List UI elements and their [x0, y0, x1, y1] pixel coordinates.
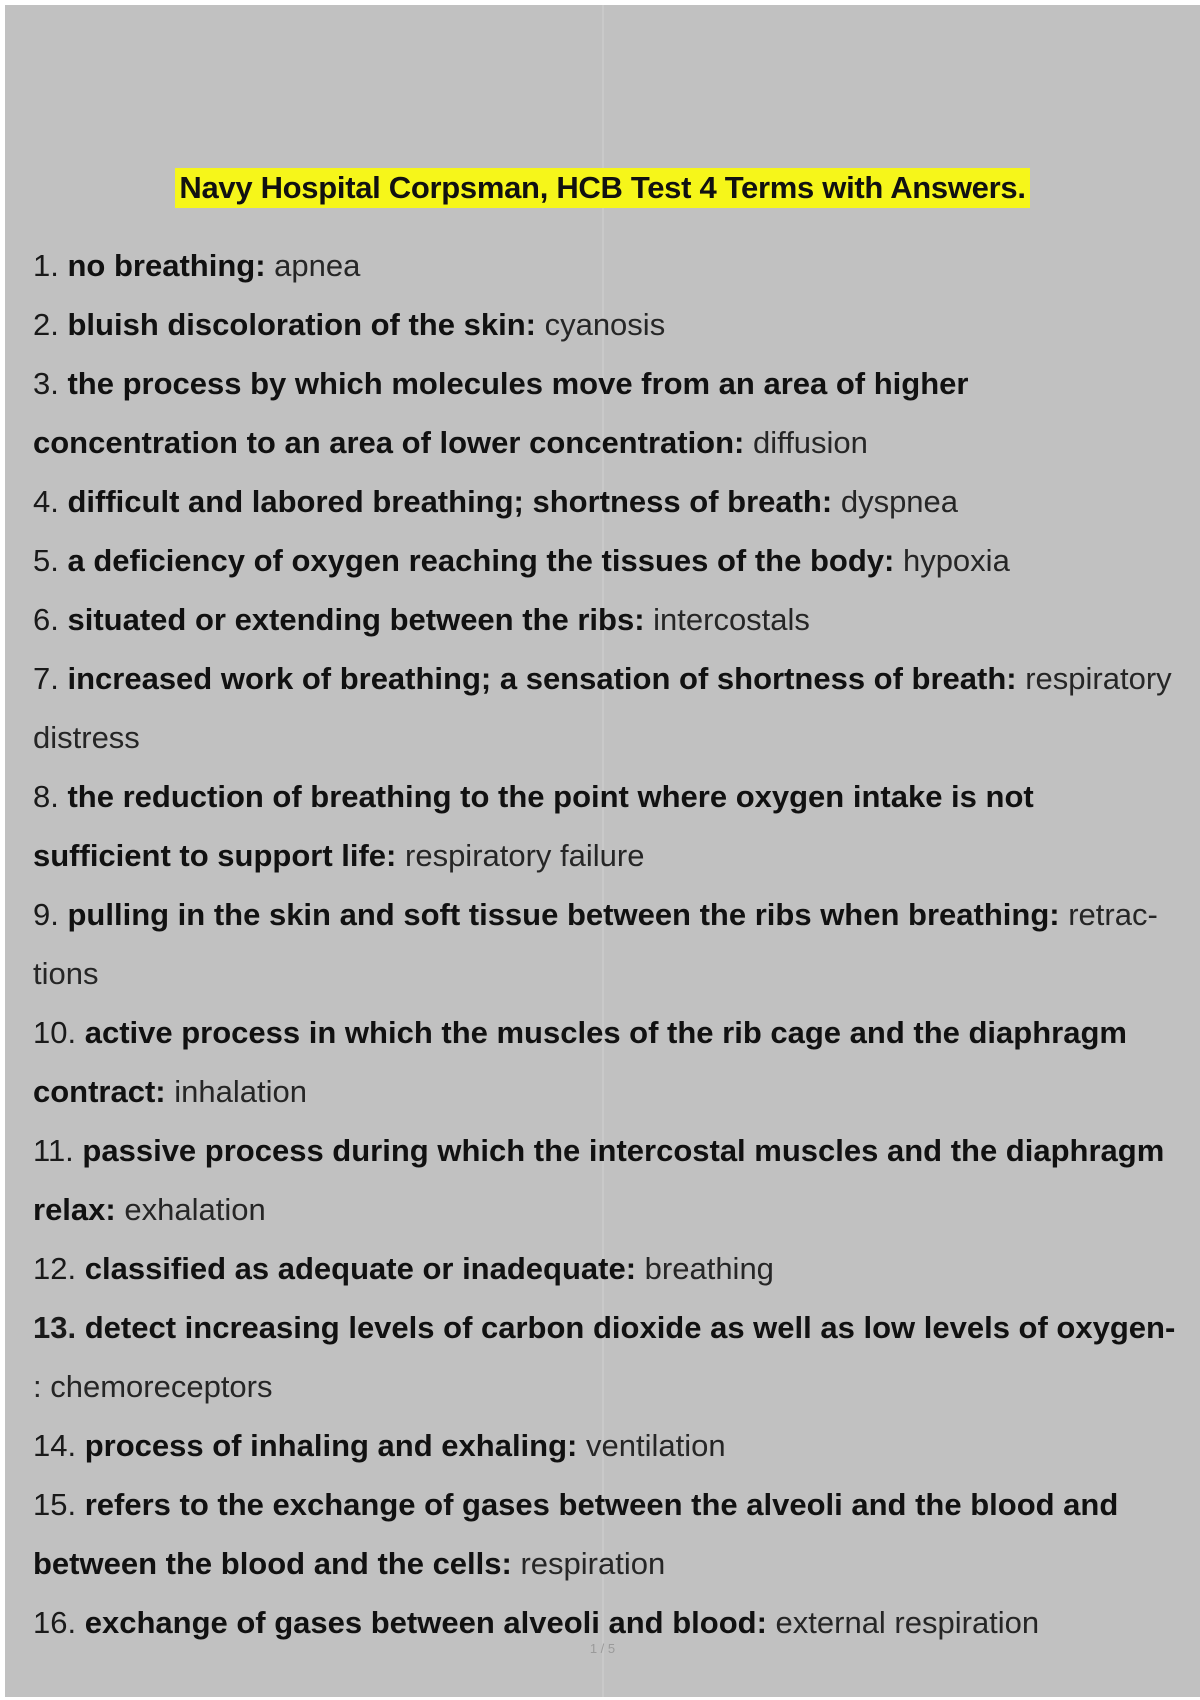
- term-item: [33, 236, 1178, 295]
- term-item: [33, 590, 1178, 649]
- term-answer: breathing: [644, 1251, 774, 1286]
- term-number: 9.: [33, 897, 59, 932]
- term-question: active process in which the muscles of the rib cage and the diaphragm contract:: [33, 1015, 1127, 1109]
- term-number: 10.: [33, 1015, 77, 1050]
- term-number: 5.: [33, 543, 59, 578]
- document-title: Navy Hospital Corpsman, HCB Test 4 Terms with Answers.: [175, 168, 1029, 208]
- terms-list: [33, 236, 1178, 1652]
- term-question: the process by which molecules move from an area of higher concentration to an area of lower concentration:: [33, 366, 969, 460]
- term-item: [33, 1416, 1178, 1475]
- term-number: 3.: [33, 366, 59, 401]
- term-number: 11.: [33, 1133, 74, 1168]
- term-question: bluish discoloration of the skin:: [67, 307, 536, 342]
- term-answer: retrac- tions: [33, 897, 1158, 991]
- term-question: process of inhaling and exhaling:: [84, 1428, 578, 1463]
- term-question: increased work of breathing; a sensation of shortness of breath:: [67, 661, 1017, 696]
- term-item: [33, 1475, 1178, 1593]
- term-number: 2.: [33, 307, 59, 342]
- term-answer: : chemoreceptors: [33, 1369, 273, 1404]
- term-question: detect increasing levels of carbon dioxide as well as low levels of oxygen-: [84, 1310, 1176, 1345]
- term-number: 4.: [33, 484, 59, 519]
- term-answer: exhalation: [124, 1192, 266, 1227]
- term-number: 7.: [33, 661, 59, 696]
- term-item: [33, 1239, 1178, 1298]
- term-question: classified as adequate or inadequate:: [84, 1251, 637, 1286]
- term-item: [33, 885, 1178, 1003]
- term-number: 6.: [33, 602, 59, 637]
- term-number: 16.: [33, 1605, 77, 1640]
- term-answer: ventilation: [585, 1428, 726, 1463]
- term-question: no breathing:: [67, 248, 266, 283]
- term-question: pulling in the skin and soft tissue between the ribs when breathing:: [67, 897, 1060, 932]
- term-item: [33, 1298, 1178, 1416]
- term-answer: hypoxia: [902, 543, 1010, 578]
- term-item: [33, 531, 1178, 590]
- term-item: [33, 1121, 1178, 1239]
- term-answer: external respiration: [775, 1605, 1040, 1640]
- term-number: 8.: [33, 779, 59, 814]
- term-number: 12.: [33, 1251, 77, 1286]
- document-page: [5, 5, 1200, 1697]
- term-item: [33, 767, 1178, 885]
- term-item: [33, 1003, 1178, 1121]
- term-answer: dyspnea: [840, 484, 959, 519]
- term-answer: apnea: [274, 248, 361, 283]
- term-answer: inhalation: [174, 1074, 307, 1109]
- title-container: [5, 168, 1200, 208]
- term-item: [33, 295, 1178, 354]
- term-number: 14.: [33, 1428, 77, 1463]
- term-question: the reduction of breathing to the point where oxygen intake is not sufficient to support life:: [33, 779, 1034, 873]
- term-item: [33, 472, 1178, 531]
- term-item: [33, 354, 1178, 472]
- term-answer: diffusion: [753, 425, 868, 460]
- term-number: 15.: [33, 1487, 77, 1522]
- term-answer: respiration: [520, 1546, 666, 1581]
- term-number: 13.: [33, 1310, 77, 1345]
- term-question: exchange of gases between alveoli and blood:: [84, 1605, 767, 1640]
- term-question: passive process during which the intercostal muscles and the diaphragm relax:: [33, 1133, 1165, 1227]
- term-item: [33, 649, 1178, 767]
- term-answer: intercostals: [653, 602, 810, 637]
- term-answer: cyanosis: [544, 307, 666, 342]
- term-number: 1.: [33, 248, 59, 283]
- page-indicator: 1 / 5: [589, 1641, 616, 1656]
- term-question: situated or extending between the ribs:: [67, 602, 645, 637]
- term-question: a deficiency of oxygen reaching the tissues of the body:: [67, 543, 895, 578]
- term-question: difficult and labored breathing; shortness of breath:: [67, 484, 833, 519]
- term-question: refers to the exchange of gases between the alveoli and the blood and between the blood and the cells:: [33, 1487, 1119, 1581]
- term-answer: respiratory failure: [405, 838, 645, 873]
- term-answer: respiratory distress: [33, 661, 1172, 755]
